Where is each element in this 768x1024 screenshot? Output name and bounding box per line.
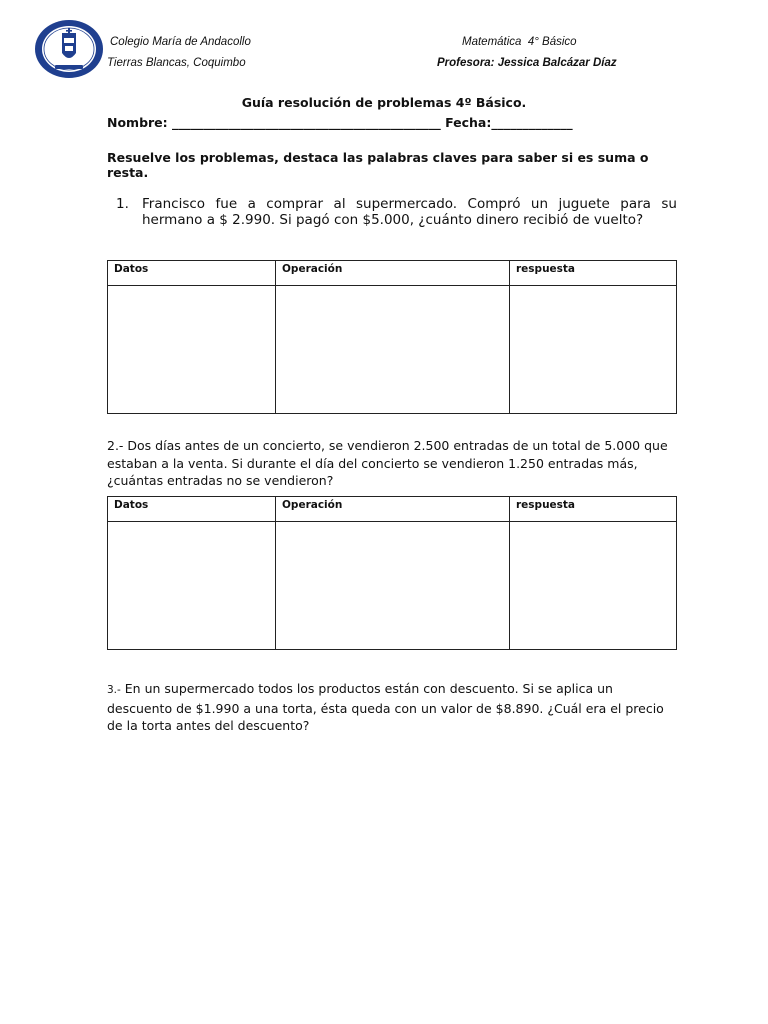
table-2-cell-respuesta[interactable] bbox=[510, 522, 677, 650]
table-1-header-respuesta: respuesta bbox=[510, 261, 677, 286]
table-1-cell-operacion[interactable] bbox=[276, 286, 510, 414]
table-1-header-datos: Datos bbox=[108, 261, 276, 286]
answer-table-2 bbox=[107, 496, 677, 650]
problem-1-text: Francisco fue a comprar al supermercado. Compró un juguete para su hermano a $ 2.990. Si pagó con $5.000, ¿cuánto dinero recibió de vuelto? bbox=[142, 196, 677, 228]
problem-1-number: 1. bbox=[116, 196, 129, 212]
problem-1 bbox=[116, 196, 677, 228]
name-date-line: Nombre: ___________________________________________ Fecha:_____________ bbox=[107, 115, 573, 130]
instructions: Resuelve los problemas, destaca las palabras claves para saber si es suma o resta. bbox=[107, 150, 649, 180]
problem-3 bbox=[107, 680, 682, 735]
table-1-cell-respuesta[interactable] bbox=[510, 286, 677, 414]
subject-label: Matemática 4° Básico bbox=[462, 36, 577, 48]
table-1-header-operacion: Operación bbox=[276, 261, 510, 286]
problem-2-text: 2.- Dos días antes de un concierto, se vendieron 2.500 entradas de un total de 5.000 que estaban a la venta. Si durante el día del concierto se vendieron 1.250 entradas más, ¿cuántas entradas no se vendieron? bbox=[107, 438, 668, 488]
problem-3-text: En un supermercado todos los productos están con descuento. Si se aplica un descuento de $1.990 a una torta, ésta queda con un valor de $8.890. ¿Cuál era el precio de la torta antes del descuento? bbox=[107, 681, 664, 733]
answer-table-1 bbox=[107, 260, 677, 414]
table-1-cell-datos[interactable] bbox=[108, 286, 276, 414]
table-2-cell-operacion[interactable] bbox=[276, 522, 510, 650]
table-2-header-datos: Datos bbox=[108, 497, 276, 522]
page-title: Guía resolución de problemas 4º Básico. bbox=[241, 95, 527, 110]
table-2-header-operacion: Operación bbox=[276, 497, 510, 522]
problem-3-number: 3.- bbox=[107, 684, 121, 696]
school-logo bbox=[34, 19, 104, 79]
school-name: Colegio María de Andacollo bbox=[110, 36, 251, 48]
teacher-name: Profesora: Jessica Balcázar Díaz bbox=[437, 57, 617, 69]
table-2-cell-datos[interactable] bbox=[108, 522, 276, 650]
school-location: Tierras Blancas, Coquimbo bbox=[107, 57, 246, 69]
table-2-header-respuesta: respuesta bbox=[510, 497, 677, 522]
